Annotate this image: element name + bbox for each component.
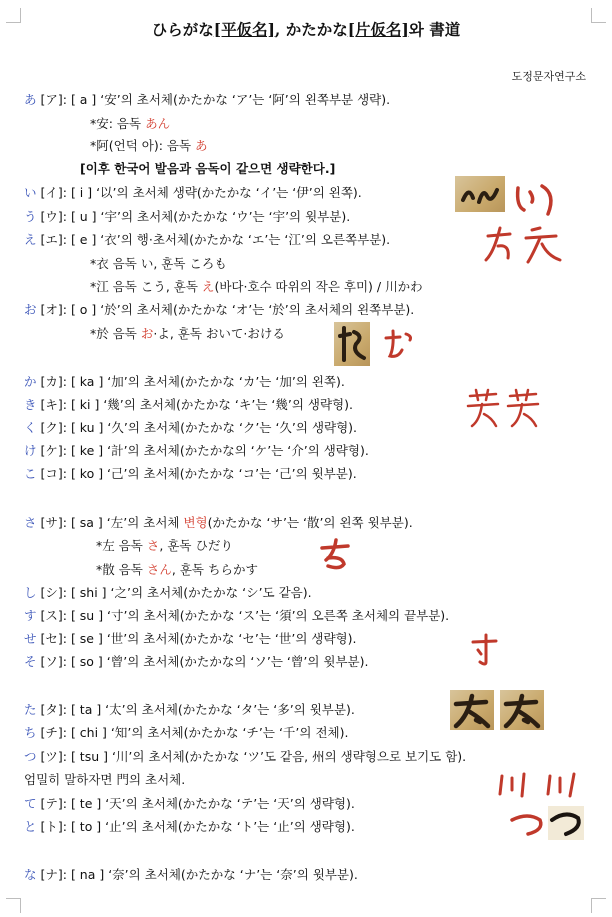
kana-row-u: う [ウ]: [ u ] ‘宇’의 초서체(かたかな ‘ウ’는 ‘宇’의 윗부분). [24,209,351,224]
calligraphy-photo-ta [450,690,494,730]
rule-note: [이후 한국어 발음과 음독이 같으면 생략한다.] [80,161,336,176]
kana-row-ka: か [カ]: [ ka ] ‘加’의 초서체(かたかな ‘カ’는 ‘加’의 왼쪽). [24,374,345,389]
brush-glyph-tsu [508,808,548,838]
kana-row-na: な [ナ]: [ na ] ‘奈’의 초서체(かたかな ‘ナ’는 ‘奈’의 윗부분). [24,867,358,882]
calligraphy-photo-o [334,322,370,366]
calligraphy-photo-tsu [548,806,584,840]
kana-row-e: え [エ]: [ e ] ‘衣’의 행·초서체(かたかな ‘エ’는 ‘江’의 오른쪽부분). [24,232,391,247]
kana-row-to: と [ト]: [ to ] ‘止’의 초서체(かたかな ‘ト’는 ‘止’의 생략형). [24,819,355,834]
note-line: *左 음독 さ, 훈독 ひだり [96,538,233,553]
institute-name: 도정문자연구소 [511,70,586,83]
brush-glyph-i [512,180,560,218]
calligraphy-photo-ta [500,690,544,730]
note-line: *安: 음독 あん [90,116,171,131]
brush-glyph-ki [464,386,544,430]
note-line: *衣 음독 い, 훈독 ころも [90,256,227,271]
kana-row-ku: く [ク]: [ ku ] ‘久’의 초서체(かたかな ‘ク’는 ‘久’의 생략형). [24,420,358,435]
kana-row-ko: こ [コ]: [ ko ] ‘己’의 초서체(かたかな ‘コ’는 ‘己’의 윗부분). [24,466,357,481]
kana-row-ke: け [ケ]: [ ke ] ‘計’의 초서체(かたかな의 ‘ケ’는 ‘介’의 생략형). [24,443,369,458]
brush-glyph-e [480,222,565,266]
brush-glyph-sa [318,538,356,572]
note-line: 엄밀히 말하자면 門의 초서체. [24,772,186,787]
kana-row-ki: き [キ]: [ ki ] ‘幾’의 초서체(かたかな ‘キ’는 ‘幾’의 생략형). [24,397,353,412]
note-line: *散 음독 さん, 훈독 ちらかす [96,562,258,577]
kana-row-sa: さ [サ]: [ sa ] ‘左’의 초서체 변형(かたかな ‘サ’는 ‘散’의 왼쪽 윗부분). [24,515,413,530]
kana-row-i: い [イ]: [ i ] ‘以’의 초서체 생략(かたかな ‘イ’는 ‘伊’의 왼쪽). [24,185,362,200]
note-line: *江 음독 こう, 훈독 え(바다·호수 따위의 작은 후미) / 川かわ [90,279,423,294]
kana-row-chi: ち [チ]: [ chi ] ‘知’의 초서체(かたかな ‘チ’는 ‘千’의 전체). [24,725,349,740]
brush-glyph-o [382,328,416,362]
kana-row-a: あ [ア]: [ a ] ‘安’의 초서체(かたかな ‘ア’는 ‘阿’의 왼쪽부분 생략). [24,92,391,107]
kana-row-se: せ [セ]: [ se ] ‘世’의 초서체(かたかな ‘セ’는 ‘世’의 생략형). [24,631,357,646]
kana-row-shi: し [シ]: [ shi ] ‘之’의 초서체(かたかな ‘シ’도 같음). [24,585,312,600]
kana-row-su: す [ス]: [ su ] ‘寸’의 초서체(かたかな ‘ス’는 ‘須’의 오른쪽 초서체의 끝부분). [24,608,450,623]
note-line: *阿(언덕 아): 음독 あ [90,138,208,153]
kana-row-o: お [オ]: [ o ] ‘於’의 초서체(かたかな ‘オ’는 ‘於’의 초서체의 왼쪽부분). [24,302,415,317]
page-corner-mark [591,898,606,913]
kana-row-tsu: つ [ツ]: [ tsu ] ‘川’의 초서체(かたかな ‘ツ’도 같음, 州의 생략형으로 보기도 함). [24,749,467,764]
brush-glyph-tsu [492,770,584,800]
kana-row-ta: た [タ]: [ ta ] ‘太’의 초서체(かたかな ‘タ’는 ‘多’의 윗부분). [24,702,355,717]
page-title: ひらがな[平仮名], かたかな[片仮名]와 書道 [151,20,461,39]
page-corner-mark [6,898,21,913]
note-line: *於 음독 お·よ, 훈독 おいて·おける [90,326,285,341]
calligraphy-photo-i [455,176,505,212]
brush-glyph-su [470,632,498,666]
kana-row-so: そ [ソ]: [ so ] ‘曾’의 초서체(かたかな의 ‘ソ’는 ‘曾’의 윗부분). [24,654,369,669]
kana-row-te: て [テ]: [ te ] ‘天’의 초서체(かたかな ‘テ’는 ‘天’의 생략형). [24,796,355,811]
